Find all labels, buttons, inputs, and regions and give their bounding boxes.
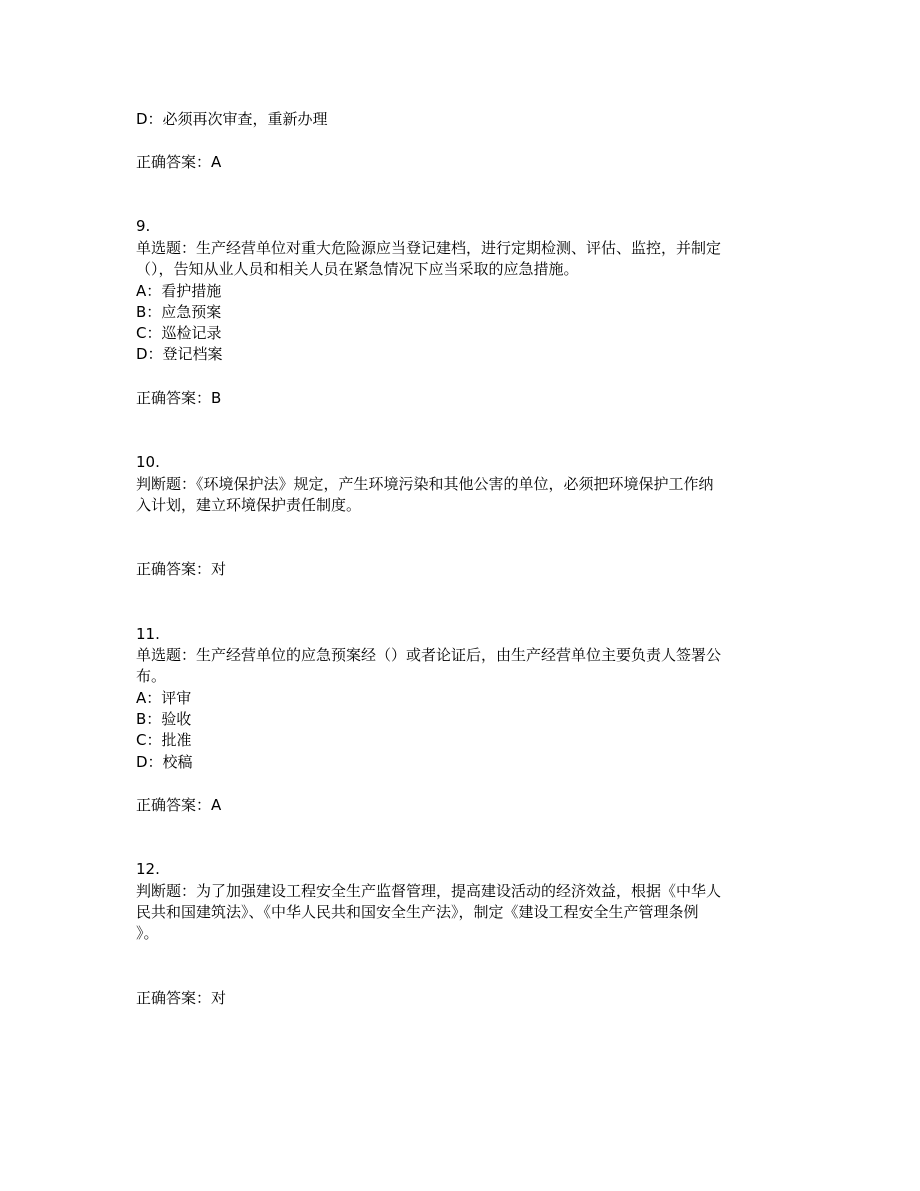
option-b: B：验收 [136, 710, 192, 728]
correct-answer: 正确答案：对 [136, 560, 227, 578]
question-stem: 单选题：生产经营单位对重大危险源应当登记建档，进行定期检测、评估、监控，并制定 [136, 239, 722, 257]
question-number: 9. [136, 217, 151, 235]
option-d: D：校稿 [136, 753, 193, 771]
option-a: A：评审 [136, 689, 192, 707]
prev-answer: 正确答案：A [136, 153, 222, 171]
question-stem: 》。 [136, 924, 159, 942]
correct-answer: 正确答案：对 [136, 989, 227, 1007]
question-number: 10. [136, 453, 160, 471]
question-stem: （），告知从业人员和相关人员在紧急情况下应当采取的应急措施。 [136, 260, 579, 278]
option-a: A：看护措施 [136, 282, 222, 300]
question-number: 12. [136, 860, 160, 878]
question-stem: 民共和国建筑法》、《中华人民共和国安全生产法》，制定《建设工程安全生产管理条例 [136, 903, 699, 921]
prev-option-d: D：必须再次审查，重新办理 [136, 110, 328, 128]
question-stem: 入计划，建立环境保护责任制度。 [136, 496, 362, 514]
question-stem: 判断题：为了加强建设工程安全生产监督管理，提高建设活动的经济效益，根据《中华人 [136, 882, 722, 900]
option-c: C：批准 [136, 731, 192, 749]
option-c: C：巡检记录 [136, 324, 222, 342]
correct-answer: 正确答案：A [136, 796, 222, 814]
question-stem: 单选题：生产经营单位的应急预案经（）或者论证后，由生产经营单位主要负责人签署公 [136, 646, 722, 664]
question-stem: 判断题：《环境保护法》规定，产生环境污染和其他公害的单位，必须把环境保护工作纳 [136, 475, 714, 493]
correct-answer: 正确答案：B [136, 389, 222, 407]
option-d: D：登记档案 [136, 345, 223, 363]
question-number: 11. [136, 625, 160, 643]
option-b: B：应急预案 [136, 303, 222, 321]
question-stem: 布。 [136, 667, 167, 685]
